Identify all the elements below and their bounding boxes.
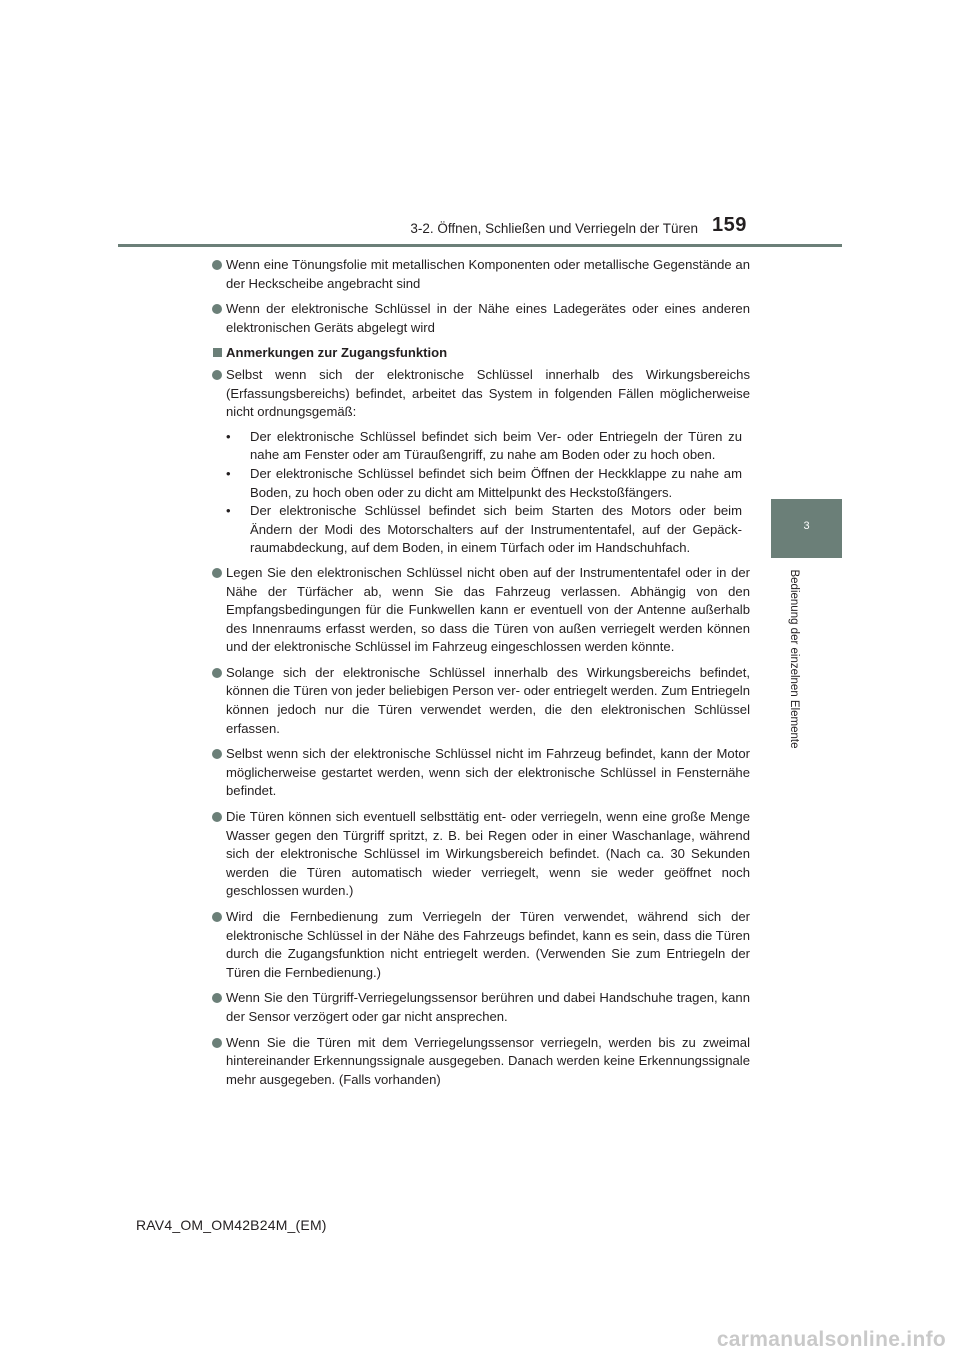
bullet-icon bbox=[212, 304, 222, 314]
sub-bullet-icon: • bbox=[226, 503, 231, 519]
bullet-icon bbox=[212, 1038, 222, 1048]
sub-list-item-text: Der elektronische Schlüssel befindet sich beim Öffnen der Heckklappe zu nahe am Boden, zu hoch oben oder zu dicht am Mittelpunkt des Heckstoßfängers. bbox=[250, 465, 742, 500]
list-item-text: Wenn Sie den Türgriff-Verriegelungssensor berühren und dabei Handschuhe tragen, kann der Sensor verzögert oder gar nicht ansprechen. bbox=[226, 990, 750, 1024]
list-item-text: Wenn Sie die Türen mit dem Verriegelungssensor verriegeln, werden bis zu zweimal hintereinander Erkennungssignale ausgegeben. Danach werden keine Erkennungssignale mehr ausgegeben. (Falls vorhanden) bbox=[226, 1034, 750, 1087]
list-item-text: Wird die Fernbedienung zum Verriegeln der Türen verwendet, während sich der elektronische Schlüssel in der Nähe des Fahrzeugs befindet, kann es sein, dass die Türen durch die Zugangsfunktion nicht entriegelt werden. (Verwenden Sie zum Entriegeln der Türen die Fernbedienung.) bbox=[226, 909, 750, 980]
list-item bbox=[212, 664, 750, 738]
list-item bbox=[212, 908, 750, 982]
bullet-icon bbox=[212, 370, 222, 380]
section-title: 3-2. Öffnen, Schließen und Verriegeln der Türen bbox=[410, 221, 698, 236]
bullet-icon bbox=[212, 749, 222, 759]
list-item bbox=[212, 808, 750, 901]
square-bullet-icon bbox=[213, 348, 222, 357]
list-item-text: Wenn eine Tönungsfolie mit metallischen Komponenten oder metallische Gegenstände an der Heckscheibe angebracht sind bbox=[226, 257, 750, 291]
sub-list-item bbox=[226, 502, 750, 558]
sub-bullet-icon: • bbox=[226, 465, 231, 481]
list-item bbox=[212, 745, 750, 801]
sub-list-item bbox=[226, 428, 750, 465]
sub-list-item-text: Der elektronische Schlüssel befindet sich beim Starten des Motors oder beim Ändern der Modi des Motorschalters auf der Instrumententafel, auf der Gepäckraumabdeckung, auf dem Boden, in einem Türfach oder im Handschuhfach. bbox=[250, 503, 742, 556]
chapter-label-text: Bedienung der einzelnen Elemente bbox=[788, 569, 800, 749]
list-item bbox=[212, 366, 750, 422]
bullet-icon bbox=[212, 668, 222, 678]
list-item bbox=[212, 1034, 750, 1090]
bullet-icon bbox=[212, 812, 222, 822]
chapter-number: 3 bbox=[803, 520, 810, 532]
bullet-icon bbox=[212, 568, 222, 578]
list-item-text: Solange sich der elektronische Schlüssel innerhalb des Wirkungsbereichs befindet, können die Türen von jeder beliebigen Person ver- oder entriegelt werden. Zum Entriegeln können jedoch nur die Türen verwendet werden, die den elektronischen Schlüssel erfassen. bbox=[226, 664, 750, 736]
list-item-text: Selbst wenn sich der elektronische Schlüssel innerhalb des Wirkungsbereichs (Erfassungsbereichs) befindet, arbeitet das System in folgenden Fällen möglicherweise nicht ordnungsgemäß: bbox=[226, 366, 750, 420]
document-code: RAV4_OM_OM42B24M_(EM) bbox=[136, 1217, 327, 1233]
page-content bbox=[212, 256, 750, 1096]
list-item bbox=[212, 256, 750, 293]
bullet-icon bbox=[212, 260, 222, 270]
sub-list bbox=[212, 428, 750, 558]
sub-bullet-icon: • bbox=[226, 428, 231, 444]
sub-list-item bbox=[226, 465, 750, 502]
section-heading-text: Anmerkungen zur Zugangsfunktion bbox=[226, 345, 448, 361]
list-item bbox=[212, 564, 750, 657]
list-item-text: Legen Sie den elektronischen Schlüssel nicht oben auf der Instrumententafel oder in der Nähe der Türfächer ab, wenn Sie das Fahrzeug verlassen. Abhängig von den Empfangsbedingungen für die Funkwellen kann er eventuell von der Antenne außerhalb des Innenraums erfasst werden, so dass die Türen von außen verriegelt werden können und der elektronische Schlüssel im Fahrzeug eingeschlossen werden könnte. bbox=[226, 564, 750, 655]
header-divider bbox=[118, 244, 842, 247]
list-item bbox=[212, 989, 750, 1026]
list-item-text: Selbst wenn sich der elektronische Schlüssel nicht im Fahrzeug befindet, kann der Motor möglicherweise gestartet werden, wenn sich der elektronische Schlüssel in Fensternähe befindet. bbox=[226, 746, 750, 799]
sub-list-item-text: Der elektronische Schlüssel befindet sich beim Ver- oder Entriegeln der Türen zu nahe am Fenster oder am Türaußengriff, zu nahe am Boden oder zu hoch oben. bbox=[250, 428, 742, 463]
bullet-icon bbox=[212, 993, 222, 1003]
section-heading bbox=[212, 344, 750, 363]
bullet-icon bbox=[212, 912, 222, 922]
watermark[interactable]: carmanualsonline.info bbox=[716, 1328, 946, 1351]
list-item-text: Die Türen können sich eventuell selbsttätig ent- oder verriegeln, wenn eine große Menge Wasser gegen den Türgriff spritzt, z. B. bei Regen oder in einer Waschanlage, während sich der elektronische Schlüssel im Wirkungsbereich befindet. (Nach ca. 30 Sekunden werden die Türen automatisch wieder verriegelt, wenn sie weder geöffnet noch geschlossen wurden.) bbox=[226, 809, 750, 899]
list-item-text: Wenn der elektronische Schlüssel in der Nähe eines Ladegerätes oder eines anderen elektronischen Geräts abgelegt wird bbox=[226, 301, 750, 335]
list-item bbox=[212, 300, 750, 337]
page-number: 159 bbox=[712, 214, 747, 236]
